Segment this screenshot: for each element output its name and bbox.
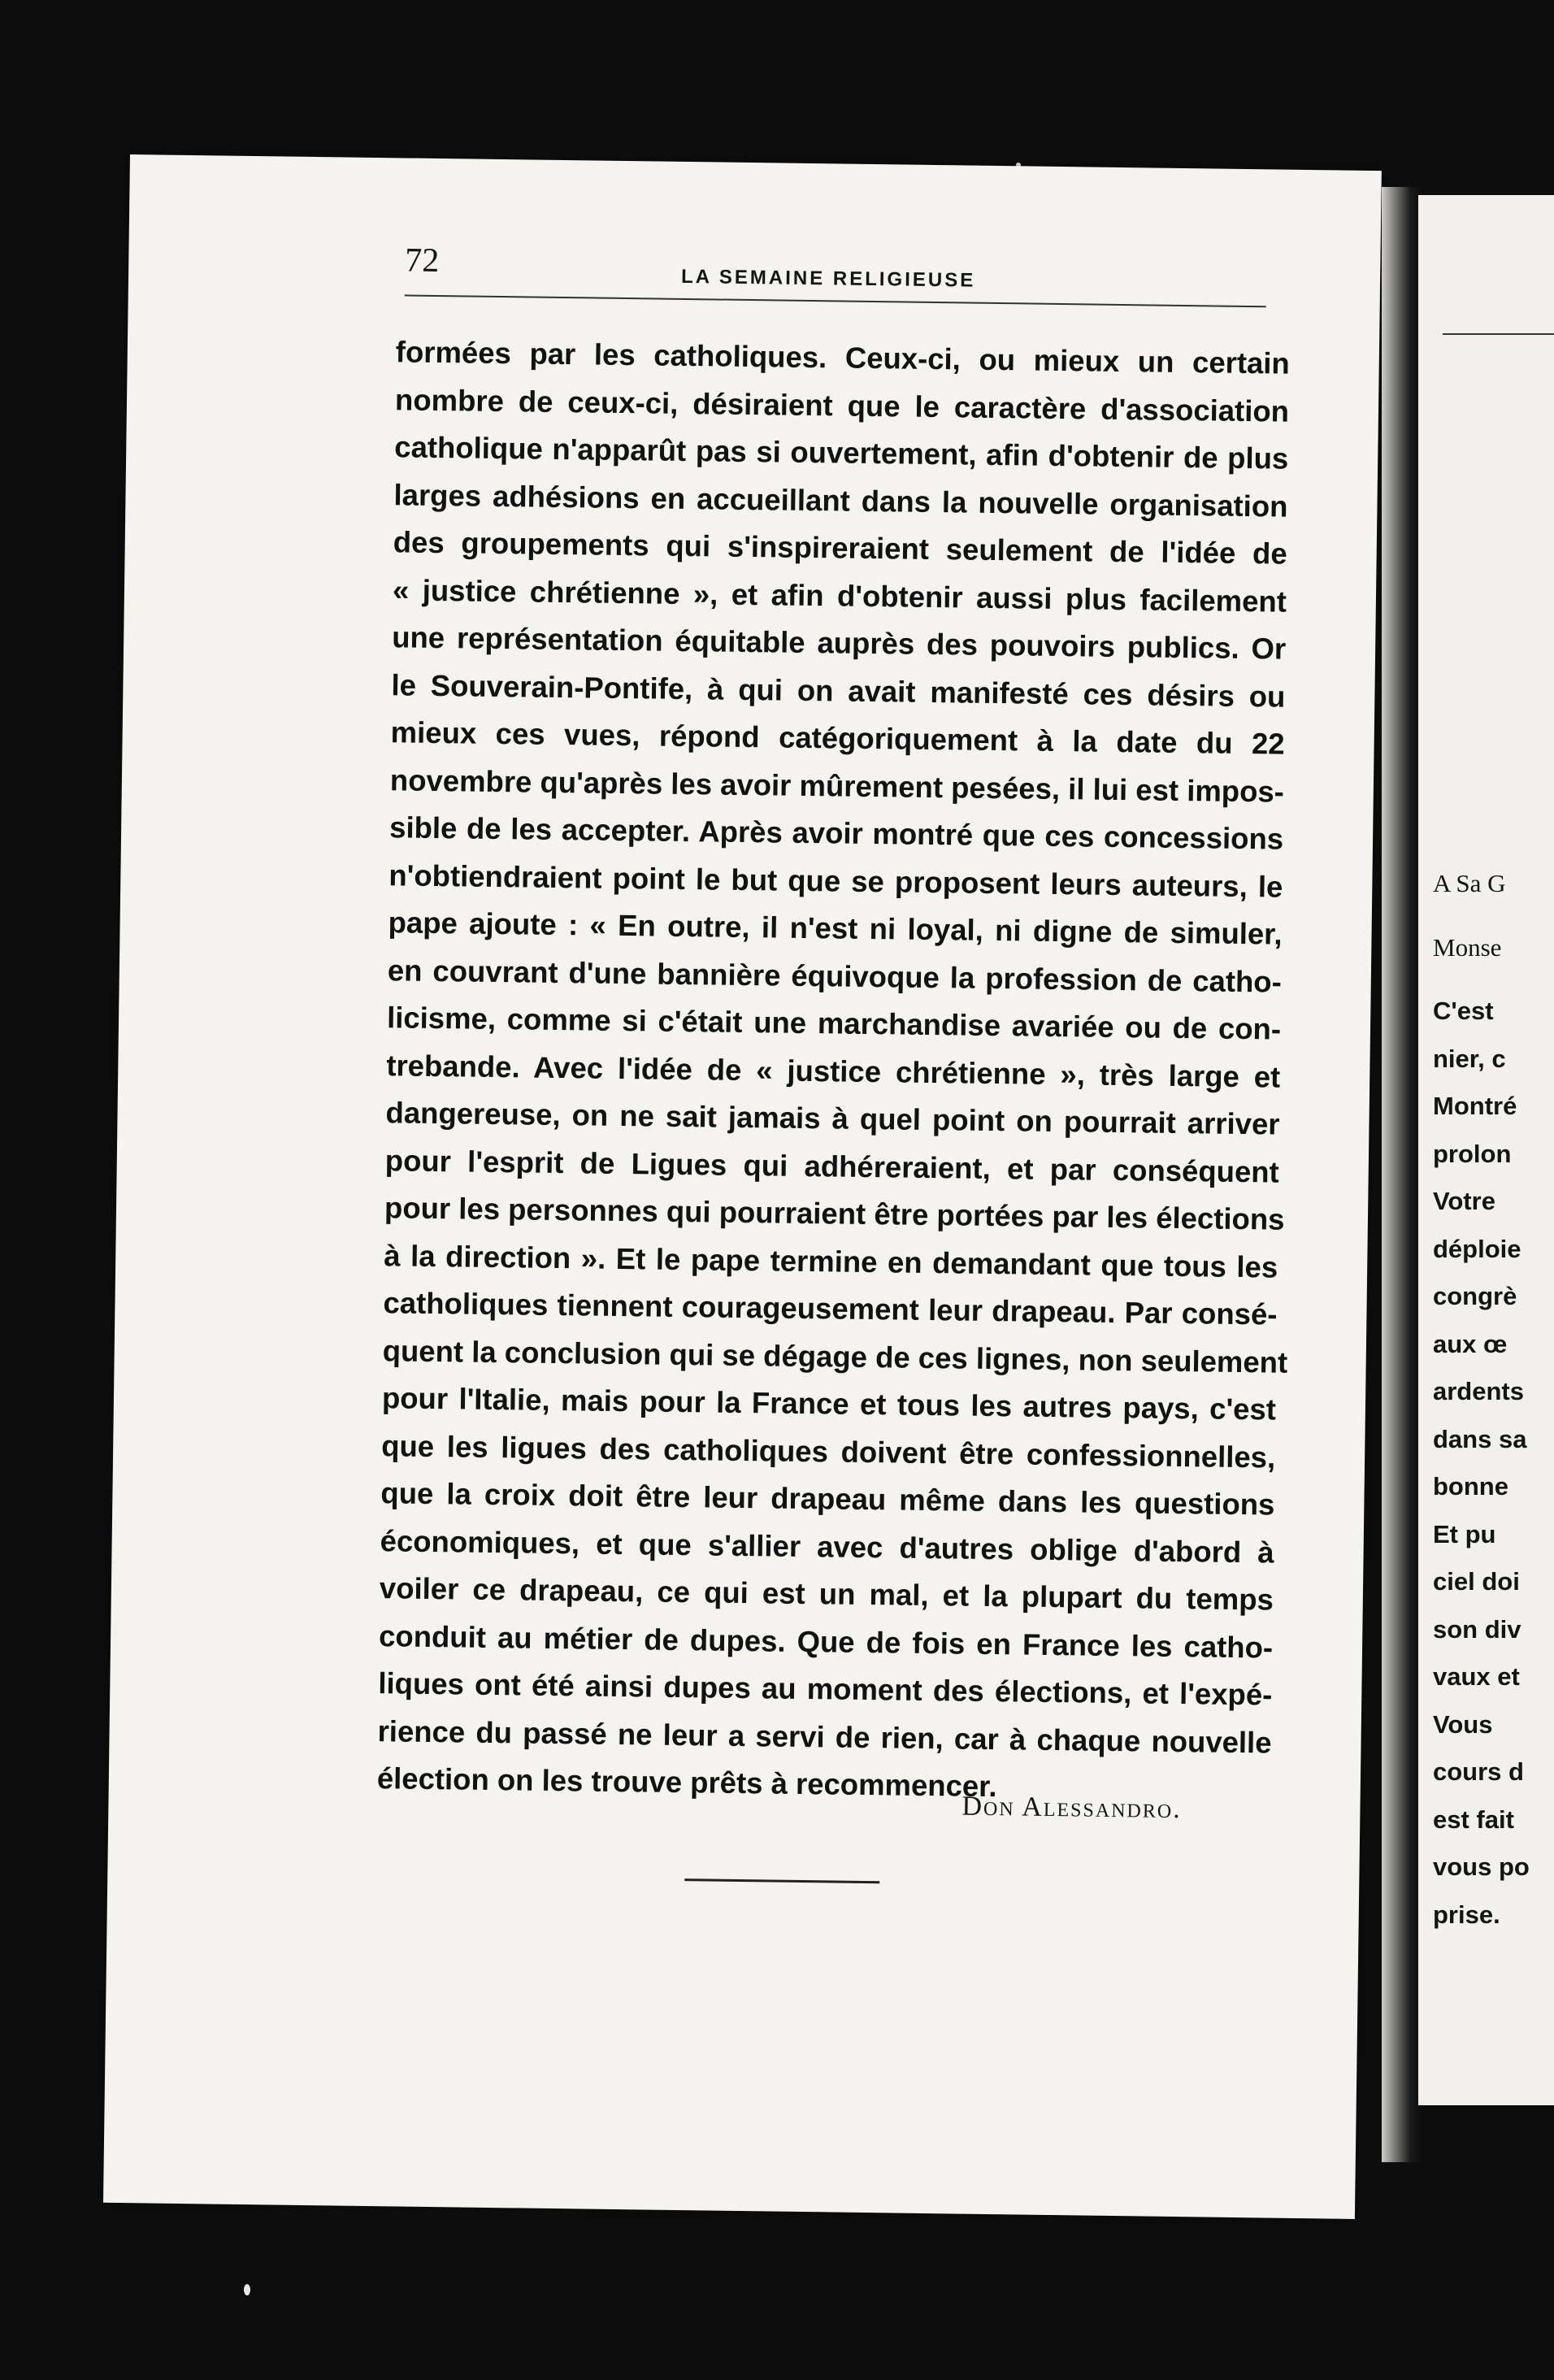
text-line: dangereuse, on ne sait jamais à quel point on pourrait arriver (385, 1096, 1280, 1141)
facing-line: son div (1433, 1614, 1521, 1644)
text-line: nombre de ceux-ci, désiraient que le caractère d'association (394, 382, 1290, 428)
facing-line: dans sa (1433, 1424, 1527, 1453)
facing-line: vaux et (1433, 1662, 1520, 1691)
facing-line: nier, c (1433, 1044, 1506, 1073)
article-body (376, 328, 1290, 1814)
text-line: que les ligues des catholiques doivent être confessionnelles, (380, 1428, 1276, 1474)
header-rule (405, 294, 1266, 307)
facing-line: Vous (1433, 1709, 1493, 1739)
text-line: pape ajoute : « En outre, il n'est ni loyal, ni digne de simuler, (388, 906, 1283, 951)
text-line: liques ont été ainsi dupes au moment des élections, et l'expé- (378, 1666, 1273, 1712)
text-line: pour l'esprit de Ligues qui adhéreraient, et par conséquent (384, 1143, 1280, 1189)
text-line: pour l'Italie, mais pour la France et tous les autres pays, c'est (381, 1381, 1277, 1427)
text-line: voiler ce drapeau, ce qui est un mal, et la plupart du temps (379, 1571, 1274, 1617)
left-page (103, 154, 1382, 2219)
facing-line: C'est (1433, 997, 1494, 1025)
facing-page (1418, 195, 1554, 2105)
text-line: pour les personnes qui pourraient être portées par les élections (384, 1191, 1285, 1236)
facing-line: ciel doi (1433, 1567, 1520, 1596)
text-line: formées par les catholiques. Ceux-ci, ou mieux un certain (395, 335, 1291, 380)
text-line: quent la conclusion qui se dégage de ces lignes, non seulement (382, 1333, 1288, 1379)
dust-speck (244, 2284, 250, 2295)
facing-line: bonne (1433, 1472, 1508, 1501)
text-line: sible de les accepter. Après avoir montré que ces concessions (388, 810, 1284, 856)
text-line: le Souverain-Pontife, à qui on avait manifesté ces désirs ou (391, 667, 1286, 714)
facing-line: prolon (1433, 1139, 1512, 1168)
text-line: économiques, et que s'allier avec d'autres oblige d'abord à (380, 1523, 1274, 1570)
facing-line: Montré (1433, 1092, 1517, 1120)
text-line: des groupements qui s'inspireraient seulement de l'idée de (393, 525, 1287, 571)
facing-page-text (1433, 860, 1530, 1939)
facing-line: Et pu (1433, 1519, 1496, 1548)
facing-line: A Sa G (1433, 869, 1506, 897)
signature: Don Alessandro. (961, 1791, 1182, 1825)
facing-line: déploie (1433, 1234, 1521, 1263)
text-line: à la direction ». Et le pape termine en demandant que tous les (384, 1238, 1278, 1284)
facing-line: ardents (1433, 1377, 1524, 1405)
text-line: « justice chrétienne », et afin d'obtenir aussi plus facilement (392, 572, 1287, 619)
facing-line: Monse (1433, 932, 1502, 962)
facing-line: vous po (1433, 1852, 1530, 1881)
text-line: catholique n'apparût pas si ouvertement, afin d'obtenir de plus (394, 430, 1289, 476)
text-line: conduit au métier de dupes. Que de fois en France les catho- (378, 1618, 1274, 1665)
text-line: novembre qu'après les avoir mûrement pesées, il lui est impos- (389, 762, 1285, 809)
text-line: une représentation équitable auprès des pouvoirs publics. Or (391, 620, 1287, 666)
text-line: n'obtiendraient point le but que se proposent leurs auteurs, le (388, 858, 1283, 904)
text-line: larges adhésions en accueillant dans la nouvelle organisation (393, 477, 1288, 523)
text-line: catholiques tiennent courageusement leur drapeau. Par consé- (383, 1286, 1278, 1331)
facing-line: Votre (1433, 1187, 1495, 1215)
text-line: en couvrant d'une bannière équivoque la profession de catho- (387, 953, 1283, 999)
facing-line: est fait (1433, 1805, 1514, 1834)
text-line: élection on les trouve prêts à recommencer. (376, 1761, 997, 1804)
text-line: trebande. Avec l'idée de « justice chrétienne », très large et (386, 1048, 1281, 1094)
facing-header-rule (1443, 333, 1554, 335)
page-number: 72 (405, 241, 440, 280)
text-line: mieux ces vues, répond catégoriquement à la date du 22 (390, 715, 1285, 761)
facing-line: cours d (1433, 1757, 1524, 1786)
facing-line: prise. (1433, 1900, 1500, 1929)
text-line: rience du passé ne leur a servi de rien, car à chaque nouvelle (377, 1713, 1272, 1760)
facing-line: congrè (1433, 1282, 1517, 1310)
end-rule (684, 1878, 879, 1883)
text-line: que la croix doit être leur drapeau même dans les questions (380, 1476, 1275, 1522)
book-gutter (1382, 187, 1422, 2162)
facing-line: aux œ (1433, 1329, 1508, 1358)
running-head: LA SEMAINE RELIGIEUSE (680, 265, 976, 292)
text-line: licisme, comme si c'était une marchandise avariée ou de con- (386, 1001, 1282, 1046)
